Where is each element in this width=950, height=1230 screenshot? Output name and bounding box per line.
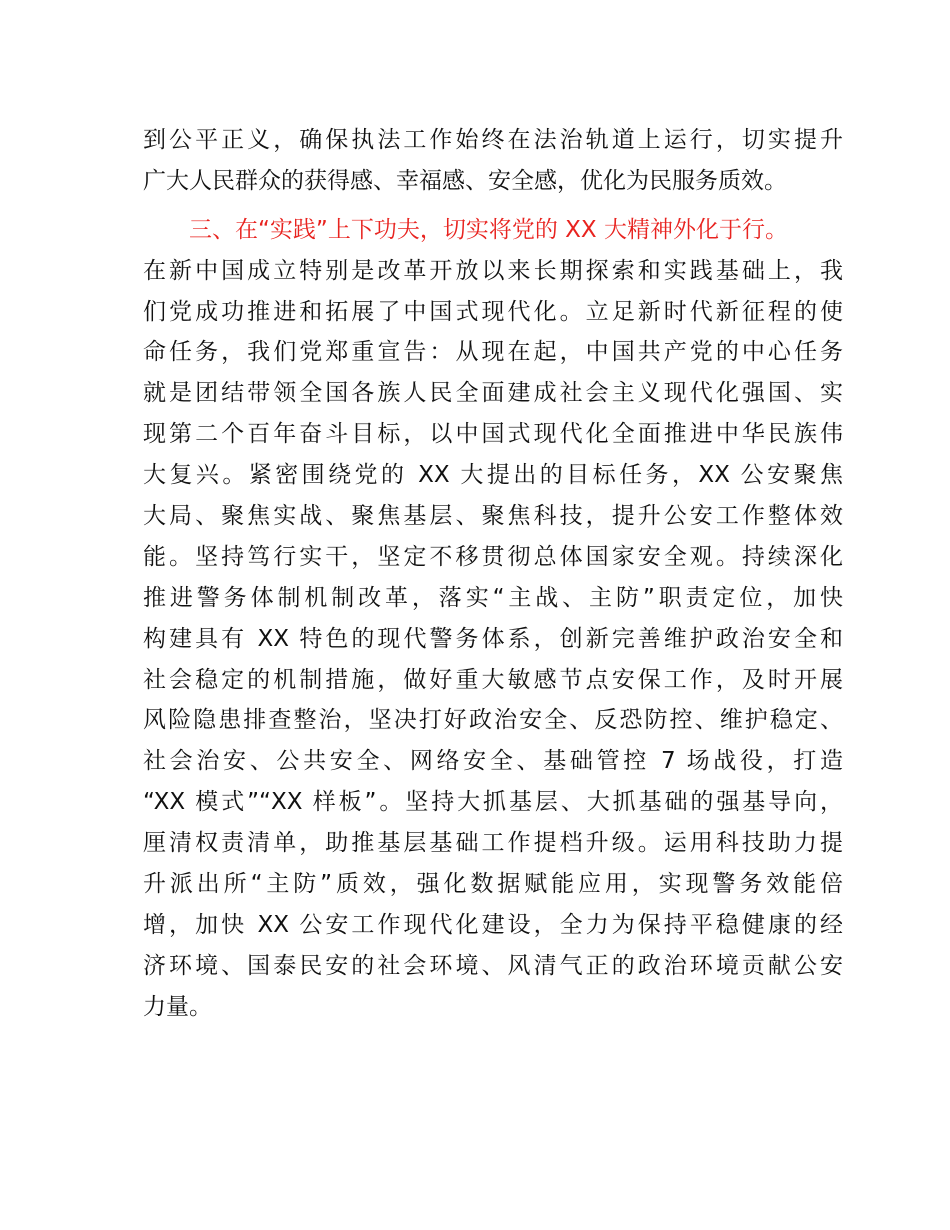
paragraph-line: 推进警务体制机制改革，落实“主战、主防”职责定位，加快	[143, 584, 843, 611]
paragraph-1	[143, 120, 843, 202]
paragraph-line: 社会稳定的机制措施，做好重大敏感节点安保工作，及时开展	[143, 666, 843, 693]
paragraph-line: 命任务，我们党郑重宣告：从现在起，中国共产党的中心任务	[143, 339, 843, 366]
paragraph-line: 到公平正义，确保执法工作始终在法治轨道上运行，切实提升	[143, 127, 843, 153]
paragraph-line: 力量。	[143, 993, 212, 1020]
paragraph-line: 在新中国成立特别是改革开放以来长期探索和实践基础上，我	[143, 257, 843, 284]
section-heading: 三、在“实践”上下功夫，切实将党的 XX 大精神外化于行。	[189, 216, 788, 243]
paragraph-line: 升派出所“主防”质效，强化数据赋能应用，实现警务效能倍	[143, 871, 843, 898]
paragraph-line: 风险隐患排查整治，坚决打好政治安全、反恐防控、维护稳定、	[143, 707, 843, 734]
paragraph-line: 社会治安、公共安全、网络安全、基础管控 7 场战役，打造	[143, 748, 843, 775]
paragraph-line: 济环境、国泰民安的社会环境、风清气正的政治环境贡献公安	[143, 952, 843, 979]
paragraph-line: 就是团结带领全国各族人民全面建成社会主义现代化强国、实	[143, 380, 843, 407]
paragraph-line: 构建具有 XX 特色的现代警务体系，创新完善维护政治安全和	[143, 625, 843, 652]
paragraph-2	[143, 210, 843, 1028]
paragraph-line: “XX 模式”“XX 样板”。坚持大抓基层、大抓基础的强基导向，	[143, 789, 843, 816]
paragraph-line: 广大人民群众的获得感、幸福感、安全感，优化为民服务质效。	[143, 167, 787, 194]
paragraph-line: 能。坚持笃行实干，坚定不移贯彻总体国家安全观。持续深化	[143, 543, 843, 570]
paragraph-line: 现第二个百年奋斗目标，以中国式现代化全面推进中华民族伟	[143, 421, 843, 448]
document-body	[143, 120, 843, 1028]
paragraph-line: 增，加快 XX 公安工作现代化建设，全力为保持平稳健康的经	[143, 911, 843, 938]
paragraph-line: 大复兴。紧密围绕党的 XX 大提出的目标任务，XX 公安聚焦	[143, 462, 843, 489]
paragraph-line: 们党成功推进和拓展了中国式现代化。立足新时代新征程的使	[143, 298, 843, 325]
paragraph-gap	[143, 202, 843, 210]
paragraph-line: 厘清权责清单，助推基层基础工作提档升级。运用科技助力提	[143, 830, 843, 857]
paragraph-line: 大局、聚焦实战、聚焦基层、聚焦科技，提升公安工作整体效	[143, 503, 843, 530]
